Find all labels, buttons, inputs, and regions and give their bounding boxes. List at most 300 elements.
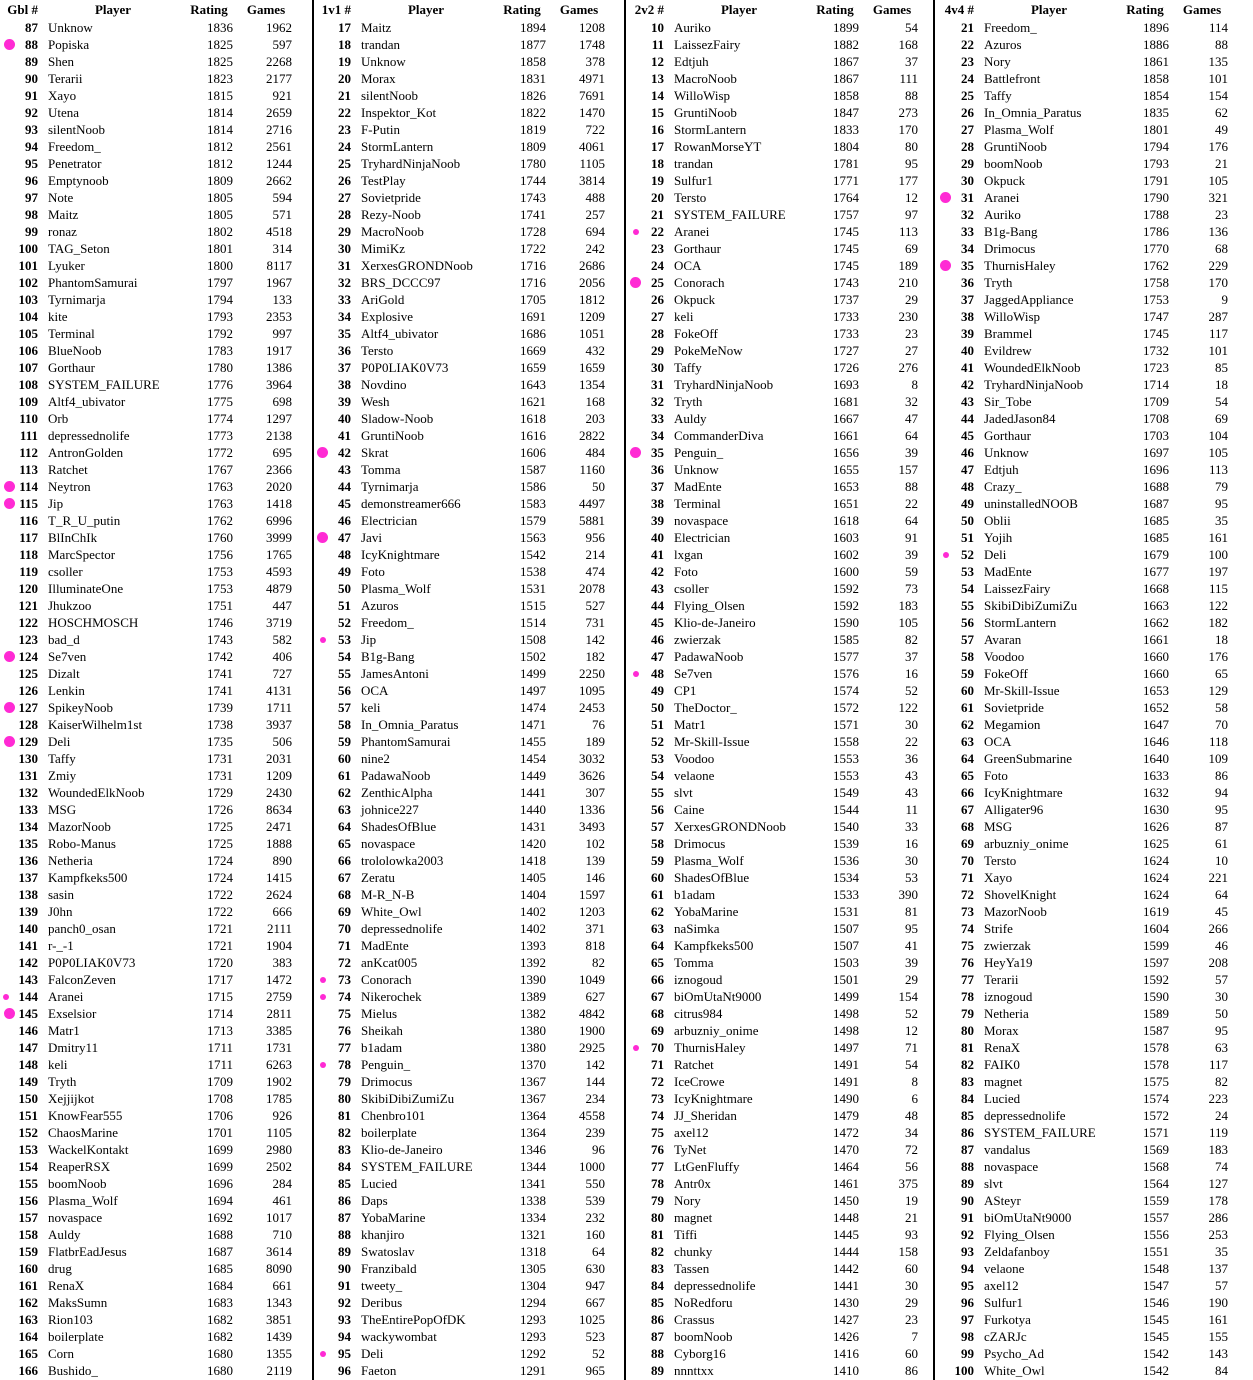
- table-row: [626, 1090, 939, 1107]
- table-row: [0, 410, 313, 427]
- rank-cell: 56: [651, 802, 664, 817]
- games-cell: 50: [592, 479, 605, 494]
- rating-cell: 1772: [207, 445, 233, 460]
- player-cell: Matr1: [48, 1023, 80, 1038]
- rank-cell: 164: [18, 1329, 38, 1344]
- table-row: [313, 835, 626, 852]
- player-cell: zwierzak: [674, 632, 721, 647]
- rating-cell: 1867: [833, 71, 859, 86]
- rating-cell: 1545: [1143, 1312, 1169, 1327]
- games-cell: 76: [592, 717, 605, 732]
- player-cell: ShovelKnight: [984, 887, 1057, 902]
- rating-cell: 1553: [833, 768, 859, 783]
- rating-cell: 1410: [833, 1363, 859, 1378]
- rating-cell: 1760: [207, 530, 233, 545]
- player-cell: KnowFear555: [48, 1108, 123, 1123]
- rank-cell: 88: [25, 37, 38, 52]
- rating-cell: 1836: [207, 20, 233, 35]
- player-cell: Drimocus: [361, 1074, 413, 1089]
- rank-cell: 31: [338, 258, 351, 273]
- table-row: [626, 937, 939, 954]
- rank-cell: 49: [338, 564, 351, 579]
- table-row: [936, 1260, 1249, 1277]
- games-cell: 390: [898, 887, 918, 902]
- player-cell: Yojih: [984, 530, 1013, 545]
- player-cell: BRS_DCCC97: [361, 275, 441, 290]
- games-cell: 1025: [579, 1312, 605, 1327]
- rating-cell: 1677: [1143, 564, 1169, 579]
- rating-cell: 1721: [207, 938, 233, 953]
- player-cell: PhantomSamurai: [361, 734, 451, 749]
- games-cell: 74: [1215, 1159, 1228, 1174]
- table-row: [626, 1277, 939, 1294]
- table-row: [0, 36, 313, 53]
- rating-cell: 1442: [833, 1261, 859, 1276]
- rank-cell: 67: [651, 989, 664, 1004]
- rating-cell: 1724: [207, 870, 233, 885]
- table-row: [313, 87, 626, 104]
- games-cell: 114: [1208, 20, 1228, 35]
- rank-cell: 62: [961, 717, 974, 732]
- table-row: [313, 988, 626, 1005]
- rating-cell: 1575: [1143, 1074, 1169, 1089]
- player-cell: Unknow: [48, 20, 93, 35]
- games-cell: 1095: [579, 683, 605, 698]
- rank-cell: 46: [651, 632, 664, 647]
- games-cell: 1160: [579, 462, 605, 477]
- rank-cell: 13: [651, 71, 664, 86]
- rating-cell: 1334: [520, 1210, 546, 1225]
- rating-cell: 1706: [207, 1108, 233, 1123]
- player-cell: GruntiNoob: [361, 428, 424, 443]
- games-cell: 286: [1208, 1210, 1228, 1225]
- player-cell: Wesh: [361, 394, 390, 409]
- rating-cell: 1680: [207, 1363, 233, 1378]
- rank-cell: 60: [338, 751, 351, 766]
- table-row: [0, 716, 313, 733]
- rating-cell: 1729: [207, 785, 233, 800]
- games-cell: 2056: [579, 275, 605, 290]
- rank-cell: 42: [651, 564, 664, 579]
- rating-cell: 1656: [833, 445, 859, 460]
- games-cell: 3385: [266, 1023, 292, 1038]
- rating-cell: 1491: [833, 1074, 859, 1089]
- rank-cell: 63: [651, 921, 664, 936]
- rating-cell: 1418: [520, 853, 546, 868]
- table-row: [313, 546, 626, 563]
- table-row: [313, 461, 626, 478]
- games-cell: 170: [898, 122, 918, 137]
- leaderboard-panel-4v4: [936, 0, 1249, 1380]
- player-cell: arbuzniy_onime: [984, 836, 1069, 851]
- player-cell: Zeratu: [361, 870, 395, 885]
- rank-cell: 43: [338, 462, 351, 477]
- player-header: Player: [407, 2, 445, 17]
- player-cell: Chenbro101: [361, 1108, 426, 1123]
- games-cell: 88: [905, 479, 918, 494]
- player-cell: drug: [48, 1261, 72, 1276]
- player-cell: Se7ven: [48, 649, 87, 664]
- player-cell: Shen: [48, 54, 74, 69]
- rank-cell: 122: [18, 615, 38, 630]
- table-row: [0, 104, 313, 121]
- rating-cell: 1574: [1143, 1091, 1169, 1106]
- rating-cell: 1292: [520, 1346, 546, 1361]
- rank-cell: 58: [961, 649, 974, 664]
- player-cell: Klio-de-Janeiro: [361, 1142, 443, 1157]
- rank-cell: 89: [338, 1244, 351, 1259]
- games-cell: 84: [1215, 1363, 1228, 1378]
- games-cell: 168: [898, 37, 918, 52]
- games-cell: 242: [585, 241, 605, 256]
- rating-cell: 1499: [833, 989, 859, 1004]
- games-cell: 314: [272, 241, 292, 256]
- player-cell: axel12: [674, 1125, 709, 1140]
- player-cell: WoundedElkNoob: [984, 360, 1081, 375]
- player-cell: MaksSumn: [48, 1295, 108, 1310]
- player-cell: Se7ven: [674, 666, 713, 681]
- player-cell: Electrician: [361, 513, 418, 528]
- games-cell: 95: [905, 921, 918, 936]
- games-cell: 95: [1215, 802, 1228, 817]
- table-row: [313, 801, 626, 818]
- table-row: [936, 1090, 1249, 1107]
- table-row: [626, 512, 939, 529]
- rank-cell: 36: [651, 462, 664, 477]
- table-row: [626, 733, 939, 750]
- player-cell: TryhardNinjaNoob: [674, 377, 774, 392]
- player-cell: Nory: [984, 54, 1011, 69]
- rank-cell: 61: [651, 887, 664, 902]
- rating-cell: 1590: [1143, 989, 1169, 1004]
- table-row: [626, 580, 939, 597]
- table-row: [313, 920, 626, 937]
- rank-cell: 139: [18, 904, 38, 919]
- player-cell: Tiffi: [674, 1227, 698, 1242]
- games-cell: 3493: [579, 819, 605, 834]
- games-cell: 59: [905, 564, 918, 579]
- rating-cell: 1534: [833, 870, 859, 885]
- player-cell: T_R_U_putin: [48, 513, 121, 528]
- games-cell: 10: [1215, 853, 1228, 868]
- table-row: [313, 376, 626, 393]
- table-row: [313, 257, 626, 274]
- games-cell: 29: [905, 292, 918, 307]
- rating-header: Rating: [1126, 2, 1164, 17]
- player-cell: Kampfkeks500: [48, 870, 128, 885]
- player-cell: magnet: [674, 1210, 713, 1225]
- table-row: [626, 682, 939, 699]
- games-cell: 1051: [579, 326, 605, 341]
- games-cell: 12: [905, 1023, 918, 1038]
- player-cell: Drimocus: [674, 836, 726, 851]
- rank-cell: 29: [961, 156, 974, 171]
- player-cell: Note: [48, 190, 74, 205]
- player-cell: ThurnisHaley: [984, 258, 1056, 273]
- player-cell: Deli: [361, 1346, 384, 1361]
- rank-cell: 69: [961, 836, 974, 851]
- rank-cell: 166: [18, 1363, 38, 1378]
- rank-cell: 34: [338, 309, 351, 324]
- player-cell: Popiska: [48, 37, 90, 52]
- rating-cell: 1757: [833, 207, 859, 222]
- player-cell: demonstreamer666: [361, 496, 461, 511]
- rank-cell: 93: [961, 1244, 974, 1259]
- table-row: [0, 291, 313, 308]
- rating-cell: 1497: [520, 683, 546, 698]
- player-cell: Gorthaur: [48, 360, 95, 375]
- rank-cell: 35: [338, 326, 351, 341]
- rating-cell: 1402: [520, 921, 546, 936]
- table-row: [626, 750, 939, 767]
- games-cell: 34: [905, 1125, 918, 1140]
- rating-cell: 1722: [520, 241, 546, 256]
- rank-cell: 152: [18, 1125, 38, 1140]
- table-row: [936, 325, 1249, 342]
- rating-cell: 1471: [520, 717, 546, 732]
- rating-cell: 1743: [833, 275, 859, 290]
- rank-cell: 39: [961, 326, 974, 341]
- player-cell: White_Owl: [984, 1363, 1045, 1378]
- rating-cell: 1602: [833, 547, 859, 562]
- rank-cell: 14: [651, 88, 664, 103]
- games-cell: 57: [1215, 972, 1228, 987]
- rank-cell: 85: [961, 1108, 974, 1123]
- player-cell: IcyKnightmare: [984, 785, 1063, 800]
- table-row: [936, 716, 1249, 733]
- games-cell: 1812: [579, 292, 605, 307]
- rank-cell: 84: [961, 1091, 974, 1106]
- rating-cell: 1767: [207, 462, 233, 477]
- table-row: [936, 597, 1249, 614]
- rating-cell: 1441: [833, 1278, 859, 1293]
- rating-cell: 1896: [1143, 20, 1169, 35]
- player-cell: Dmitry11: [48, 1040, 99, 1055]
- rating-cell: 1685: [207, 1261, 233, 1276]
- table-row: [0, 1022, 313, 1039]
- games-cell: 105: [1208, 173, 1228, 188]
- player-cell: lxgan: [674, 547, 703, 562]
- rank-cell: 56: [338, 683, 351, 698]
- games-cell: 710: [272, 1227, 292, 1242]
- games-cell: 582: [272, 632, 292, 647]
- player-cell: NoRedforu: [674, 1295, 733, 1310]
- rank-cell: 120: [18, 581, 38, 596]
- table-row: [313, 274, 626, 291]
- rank-cell: 124: [18, 649, 38, 664]
- player-cell: Taffy: [984, 88, 1012, 103]
- games-cell: 88: [905, 88, 918, 103]
- rank-cell: 59: [961, 666, 974, 681]
- games-cell: 1472: [266, 972, 292, 987]
- rank-cell: 19: [651, 173, 664, 188]
- rating-cell: 1686: [520, 326, 546, 341]
- rank-cell: 121: [18, 598, 38, 613]
- rating-cell: 1544: [833, 802, 859, 817]
- games-cell: 64: [905, 513, 918, 528]
- table-row: [936, 1311, 1249, 1328]
- games-cell: 921: [272, 88, 292, 103]
- rank-cell: 157: [18, 1210, 38, 1225]
- rating-cell: 1448: [833, 1210, 859, 1225]
- table-row: [936, 1056, 1249, 1073]
- player-cell: Avaran: [984, 632, 1022, 647]
- table-row: [626, 325, 939, 342]
- rank-cell: 91: [25, 88, 38, 103]
- table-row: [0, 971, 313, 988]
- rating-cell: 1725: [207, 836, 233, 851]
- rank-cell: 22: [651, 224, 664, 239]
- table-row: [0, 376, 313, 393]
- player-cell: M-R_N-B: [361, 887, 415, 902]
- rating-cell: 1498: [833, 1023, 859, 1038]
- table-row: [626, 240, 939, 257]
- rank-cell: 66: [961, 785, 974, 800]
- rank-cell: 72: [961, 887, 974, 902]
- games-cell: 23: [905, 1312, 918, 1327]
- rank-cell: 90: [338, 1261, 351, 1276]
- games-cell: 4879: [266, 581, 292, 596]
- player-cell: ASteyr: [984, 1193, 1021, 1208]
- table-row: [936, 767, 1249, 784]
- player-cell: Bushido_: [48, 1363, 98, 1378]
- player-cell: trandan: [361, 37, 400, 52]
- games-cell: 2659: [266, 105, 292, 120]
- rank-cell: 144: [18, 989, 38, 1004]
- rank-cell: 44: [961, 411, 974, 426]
- games-cell: 1336: [579, 802, 605, 817]
- games-cell: 4558: [579, 1108, 605, 1123]
- player-cell: Javi: [361, 530, 382, 545]
- rating-cell: 1660: [1143, 666, 1169, 681]
- player-cell: Mielus: [361, 1006, 398, 1021]
- rank-cell: 69: [651, 1023, 664, 1038]
- table-row: [0, 53, 313, 70]
- rating-cell: 1725: [207, 819, 233, 834]
- rank-cell: 61: [961, 700, 974, 715]
- rank-cell: 126: [18, 683, 38, 698]
- rating-cell: 1548: [1143, 1261, 1169, 1276]
- table-row: [0, 461, 313, 478]
- table-row: [0, 665, 313, 682]
- games-cell: 100: [1208, 547, 1228, 562]
- player-cell: boilerplate: [361, 1125, 417, 1140]
- rating-cell: 1632: [1143, 785, 1169, 800]
- rating-cell: 1508: [520, 632, 546, 647]
- games-cell: 154: [1208, 88, 1228, 103]
- rank-cell: 90: [25, 71, 38, 86]
- player-cell: Sladow-Noob: [361, 411, 434, 426]
- player-cell: MacroNoob: [674, 71, 737, 86]
- player-cell: novaspace: [48, 1210, 103, 1225]
- games-cell: 406: [272, 649, 292, 664]
- rating-cell: 1586: [520, 479, 546, 494]
- rank-cell: 81: [338, 1108, 351, 1123]
- player-cell: TestPlay: [361, 173, 406, 188]
- player-cell: Furkotya: [984, 1312, 1031, 1327]
- table-row: [936, 1345, 1249, 1362]
- player-cell: Neytron: [48, 479, 91, 494]
- player-cell: slvt: [984, 1176, 1003, 1191]
- player-cell: Crazy_: [984, 479, 1022, 494]
- games-cell: 82: [1215, 1074, 1228, 1089]
- table-row: [936, 1039, 1249, 1056]
- games-cell: 104: [1208, 428, 1228, 443]
- games-cell: 133: [272, 292, 292, 307]
- table-row: [936, 1073, 1249, 1090]
- player-cell: Kampfkeks500: [674, 938, 754, 953]
- table-row: [626, 1260, 939, 1277]
- rating-cell: 1557: [1143, 1210, 1169, 1225]
- rating-cell: 1592: [833, 581, 859, 596]
- player-cell: IcyKnightmare: [361, 547, 440, 562]
- rank-cell: 88: [961, 1159, 974, 1174]
- rank-cell: 38: [338, 377, 351, 392]
- table-row: [936, 1209, 1249, 1226]
- player-cell: kite: [48, 309, 68, 324]
- games-cell: 229: [1208, 258, 1228, 273]
- rank-cell: 53: [338, 632, 351, 647]
- rank-cell: 76: [651, 1142, 664, 1157]
- table-row: [626, 1005, 939, 1022]
- table-row: [936, 529, 1249, 546]
- rating-cell: 1731: [207, 751, 233, 766]
- table-row: [626, 784, 939, 801]
- games-cell: 91: [905, 530, 918, 545]
- table-row: [626, 36, 939, 53]
- rating-cell: 1564: [1143, 1176, 1169, 1191]
- player-cell: Tersto: [674, 190, 707, 205]
- games-cell: 2502: [266, 1159, 292, 1174]
- table-row: [0, 954, 313, 971]
- rating-cell: 1499: [520, 666, 546, 681]
- player-cell: B1g-Bang: [361, 649, 415, 664]
- rank-cell: 37: [651, 479, 664, 494]
- table-row: [626, 1243, 939, 1260]
- games-cell: 2811: [266, 1006, 292, 1021]
- rating-cell: 1667: [833, 411, 859, 426]
- rank-cell: 89: [25, 54, 38, 69]
- rank-cell: 163: [18, 1312, 38, 1327]
- games-cell: 97: [905, 207, 918, 222]
- rank-cell: 18: [651, 156, 664, 171]
- rank-cell: 51: [338, 598, 351, 613]
- rating-cell: 1781: [833, 156, 859, 171]
- table-row: [313, 818, 626, 835]
- player-cell: Plasma_Wolf: [674, 853, 744, 868]
- rating-cell: 1756: [207, 547, 233, 562]
- rank-cell: 28: [338, 207, 351, 222]
- player-cell: Alligater96: [984, 802, 1044, 817]
- rating-cell: 1751: [207, 598, 233, 613]
- table-row: [936, 699, 1249, 716]
- rating-cell: 1714: [1143, 377, 1169, 392]
- rating-cell: 1382: [520, 1006, 546, 1021]
- rating-cell: 1699: [207, 1142, 233, 1157]
- rank-cell: 34: [651, 428, 664, 443]
- rank-cell: 73: [338, 972, 351, 987]
- rating-cell: 1618: [520, 411, 546, 426]
- table-row: [0, 189, 313, 206]
- rating-cell: 1715: [207, 989, 233, 1004]
- rank-cell: 46: [961, 445, 974, 460]
- player-cell: vandalus: [984, 1142, 1031, 1157]
- rating-cell: 1720: [207, 955, 233, 970]
- table-row: [626, 971, 939, 988]
- games-cell: 54: [905, 20, 918, 35]
- rank-cell: 77: [651, 1159, 664, 1174]
- player-cell: Faeton: [361, 1363, 397, 1378]
